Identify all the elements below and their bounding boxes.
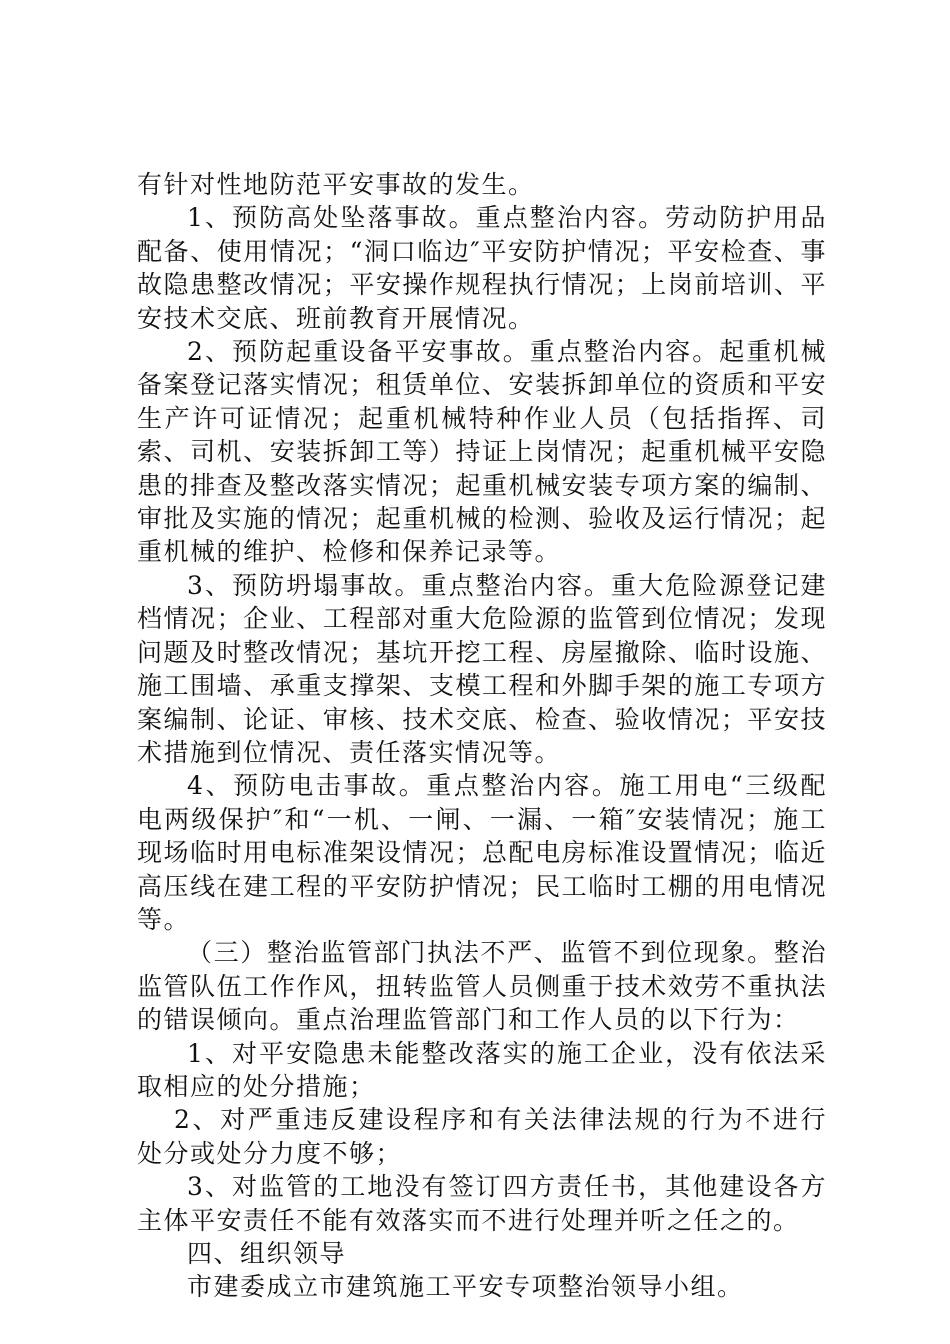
section-heading-organization: 四、组织领导 [187,1239,347,1268]
paragraph-fall-prevention: 1、预防高处坠落事故。重点整治内容。劳动防护用品配备、使用情况；“洞口临边″平安防护情况；平安检查、事故隐患整改情况；平安操作规程执行情况；上岗前培训、平安技术交底、班前教育开展情况。 [137,203,827,333]
paragraph-item-1: 1、对平安隐患未能整改落实的施工企业，没有依法采取相应的处分措施； [137,1038,827,1101]
paragraph-item-2: 2、对严重违反建设程序和有关法律法规的行为不进行处分或处分力度不够； [137,1105,827,1168]
paragraph-item-3: 3、对监管的工地没有签订四方责任书，其他建设各方主体平安责任不能有效落实而不进行处理并听之任之的。 [137,1172,827,1235]
paragraph-leadership-group: 市建委成立市建筑施工平安专项整治领导小组。 [187,1272,744,1302]
paragraph-continuation: 有针对性地防范平安事故的发生。 [137,170,535,199]
paragraph-lifting-equipment: 2、预防起重设备平安事故。重点整治内容。起重机械备案登记落实情况；租赁单位、安装拆卸单位的资质和平安生产许可证情况；起重机械特种作业人员（包括指挥、司索、司机、安装拆卸工等）持证上岗情况；起重机械平安隐患的排查及整改落实情况；起重机械安装专项方案的编制、审批及实施的情况；起重机械的检测、验收及运行情况；起重机械的维护、检修和保养记录等。 [137,337,827,567]
document-body [137,168,827,1304]
paragraph-supervision-section: （三）整治监管部门执法不严、监管不到位现象。整治监管队伍工作作风，扭转监管人员侧重于技术效劳不重执法的错误倾向。重点治理监管部门和工作人员的以下行为： [137,938,827,1035]
paragraph-electric-shock: 4、预防电击事故。重点整治内容。施工用电“三级配电两级保护″和“一机、一闸、一漏、一箱″安装情况；施工现场临时用电标准架设情况；总配电房标准设置情况；临近高压线在建工程的平安防护情况；民工临时工棚的用电情况等。 [137,771,827,934]
paragraph-collapse-prevention: 3、预防坍塌事故。重点整治内容。重大危险源登记建档情况；企业、工程部对重大危险源的监管到位情况；发现问题及时整改情况；基坑开挖工程、房屋撤除、临时设施、施工围墙、承重支撑架、支模工程和外脚手架的施工专项方案编制、论证、审核、技术交底、检查、验收情况；平安技术措施到位情况、责任落实情况等。 [137,570,827,767]
